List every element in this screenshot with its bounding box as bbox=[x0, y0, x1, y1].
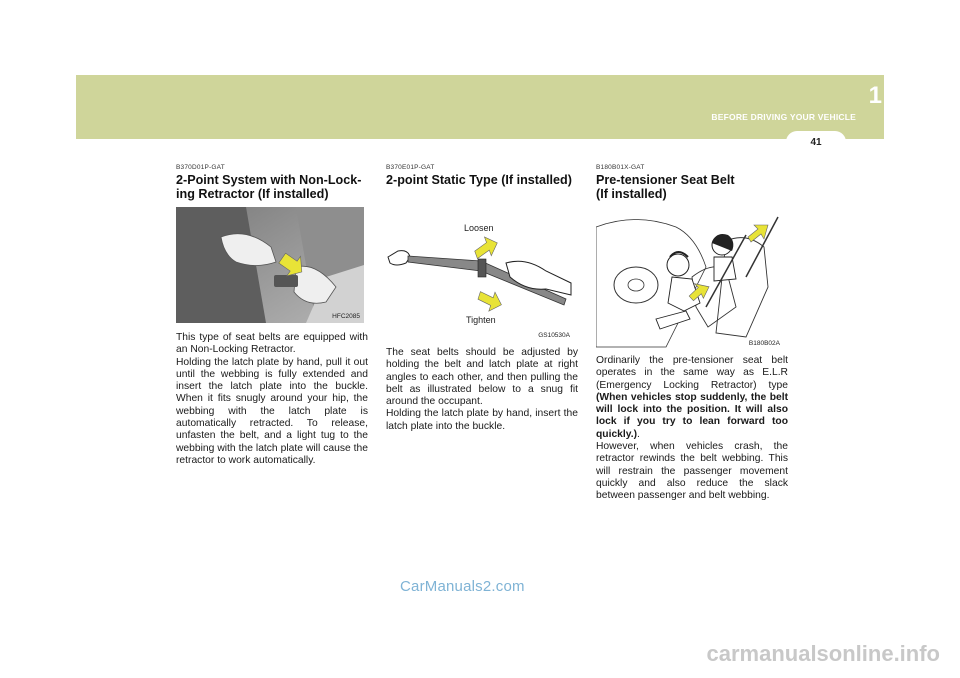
section-non-locking-retractor bbox=[176, 164, 368, 467]
section-code: B370E01P-GAT bbox=[386, 164, 435, 171]
section-body: This type of seat belts are equipped with an Non-Locking Retractor. Holding the latch plate by hand, pull it out until the webbing is fully extended and insert the latch plate into the buckle. When it fits snugly around your hip, the webbing with the latch plate is automatically retracted. To release, unfasten the belt, and a light tug to the webbing with the latch plate will cause the retractor to work automatically. bbox=[176, 332, 368, 466]
seat-belt-buckle-photo bbox=[176, 207, 364, 323]
pre-tensioner-drawing bbox=[596, 207, 784, 349]
section-heading: 2-Point System with Non-Lock- ing Retractor (If installed) bbox=[176, 173, 362, 201]
figure-code: HFC2085 bbox=[332, 313, 360, 320]
page-number: 41 bbox=[810, 137, 822, 148]
chapter-number: 1 bbox=[868, 82, 882, 109]
section-code: B370D01P-GAT bbox=[176, 164, 225, 171]
section-code: B180B01X-GAT bbox=[596, 164, 645, 171]
section-body: Ordinarily the pre-tensioner seat belt operates in the same way as E.L.R (Emergency Locking Retractor) type (When vehicles stop suddenly, the belt will lock into the position. It will also lock if you try to lean forward too quickly.). However, when vehicles crash, the retractor rewinds the belt webbing. This will restrain the passenger movement quickly and also reduce the slack between passenger and belt webbing. bbox=[596, 355, 788, 502]
buckle-illustration bbox=[176, 207, 364, 323]
chapter-header-band bbox=[76, 75, 884, 139]
figure-code: B180B02A bbox=[748, 340, 780, 347]
section-static-type bbox=[386, 164, 578, 433]
section-pre-tensioner bbox=[596, 164, 788, 503]
figure-code: GS10530A bbox=[538, 332, 570, 339]
site-watermark: carmanualsonline.info bbox=[706, 641, 940, 666]
belt-adjust-illustration bbox=[386, 199, 574, 341]
label-tighten: Tighten bbox=[466, 315, 496, 325]
pre-tensioner-illustration bbox=[596, 207, 784, 349]
section-heading: Pre-tensioner Seat Belt (If installed) bbox=[596, 173, 735, 201]
section-body: The seat belts should be adjusted by holding the belt and latch plate at right angles to each other, and then pulling the belt as illustrated below to a snug fit around the occupant. Holding the latch plate by hand, insert the latch plate into the buckle. bbox=[386, 347, 578, 432]
watermark-link[interactable]: CarManuals2.com bbox=[400, 578, 525, 595]
chapter-title: BEFORE DRIVING YOUR VEHICLE bbox=[711, 112, 856, 122]
section-heading: 2-point Static Type (If installed) bbox=[386, 173, 572, 187]
label-loosen: Loosen bbox=[464, 223, 494, 233]
